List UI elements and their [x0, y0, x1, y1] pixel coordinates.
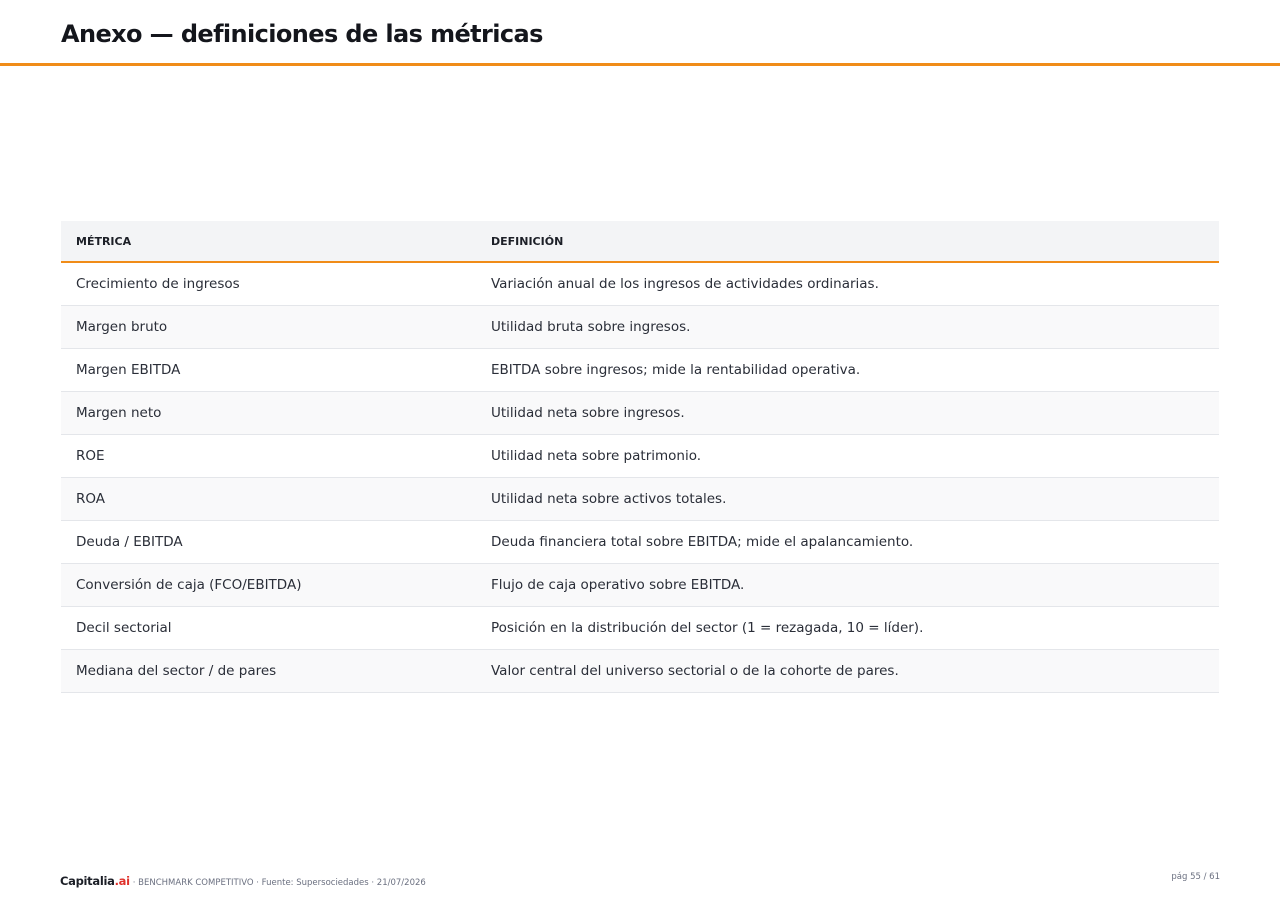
- table-row: [61, 306, 1219, 349]
- metric-cell: Mediana del sector / de pares: [61, 650, 476, 693]
- definition-cell: Flujo de caja operativo sobre EBITDA.: [476, 564, 1219, 607]
- metric-cell: Decil sectorial: [61, 607, 476, 650]
- metrics-definitions-table: [61, 221, 1219, 693]
- page-title: Anexo — definiciones de las métricas: [61, 20, 543, 48]
- logo-text: Capitalia: [60, 874, 115, 888]
- table-row: [61, 650, 1219, 693]
- table-row: [61, 262, 1219, 306]
- definition-cell: EBITDA sobre ingresos; mide la rentabilidad operativa.: [476, 349, 1219, 392]
- table-row: [61, 392, 1219, 435]
- footer-meta: · BENCHMARK COMPETITIVO · Fuente: Supersociedades · 21/07/2026: [132, 878, 426, 888]
- page-number: pág 55 / 61: [1171, 872, 1220, 882]
- logo-accent-text: .ai: [114, 874, 130, 888]
- metric-cell: Conversión de caja (FCO/EBITDA): [61, 564, 476, 607]
- table-row: [61, 607, 1219, 650]
- table-row: [61, 478, 1219, 521]
- table-row: [61, 435, 1219, 478]
- metric-cell: Deuda / EBITDA: [61, 521, 476, 564]
- definition-cell: Utilidad bruta sobre ingresos.: [476, 306, 1219, 349]
- definition-cell: Utilidad neta sobre ingresos.: [476, 392, 1219, 435]
- footer: [60, 870, 426, 889]
- page-header: [0, 0, 1280, 66]
- metric-cell: Margen EBITDA: [61, 349, 476, 392]
- table-row: [61, 349, 1219, 392]
- table-header-row: [61, 221, 1219, 262]
- definition-cell: Utilidad neta sobre activos totales.: [476, 478, 1219, 521]
- definition-cell: Variación anual de los ingresos de actividades ordinarias.: [476, 262, 1219, 306]
- metric-cell: ROE: [61, 435, 476, 478]
- brand-logo: [60, 874, 130, 888]
- metric-cell: Crecimiento de ingresos: [61, 262, 476, 306]
- column-header-metric: MÉTRICA: [61, 221, 476, 262]
- metric-cell: Margen neto: [61, 392, 476, 435]
- definition-cell: Posición en la distribución del sector (1 = rezagada, 10 = líder).: [476, 607, 1219, 650]
- definition-cell: Utilidad neta sobre patrimonio.: [476, 435, 1219, 478]
- table-row: [61, 521, 1219, 564]
- metric-cell: Margen bruto: [61, 306, 476, 349]
- definition-cell: Valor central del universo sectorial o de la cohorte de pares.: [476, 650, 1219, 693]
- definition-cell: Deuda financiera total sobre EBITDA; mide el apalancamiento.: [476, 521, 1219, 564]
- table-row: [61, 564, 1219, 607]
- metric-cell: ROA: [61, 478, 476, 521]
- column-header-definition: DEFINICIÓN: [476, 221, 1219, 262]
